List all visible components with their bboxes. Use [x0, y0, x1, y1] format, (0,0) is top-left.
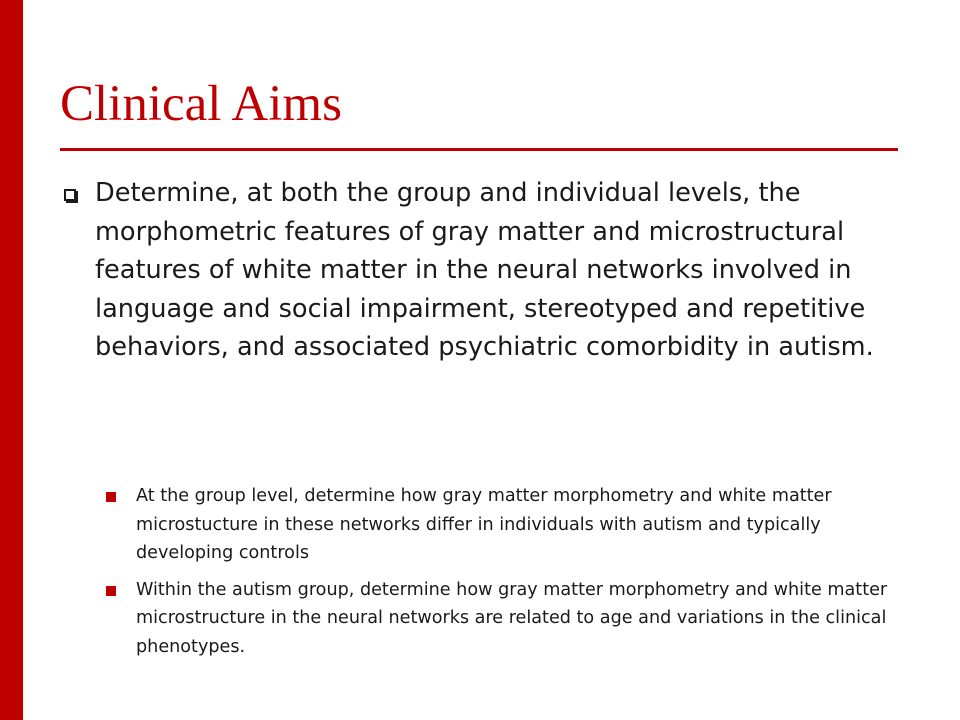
filled-red-square-bullet-icon	[106, 492, 116, 502]
sub-bullet-list	[103, 482, 893, 669]
main-bullet-item	[58, 174, 908, 367]
sub-bullet-text: At the group level, determine how gray matter morphometry and white matter microstucture in these networks differ in individuals with autism and typically developing controls	[136, 486, 832, 563]
sub-bullet-item	[103, 482, 893, 568]
title-underline	[60, 148, 898, 151]
left-accent-bar	[0, 0, 23, 720]
main-bullet-text: Determine, at both the group and individual levels, the morphometric features of gray matter and microstructural features of white matter in the neural networks involved in language and social impairment, stereotyped and repetitive behaviors, and associated psychiatric comorbidity in autism.	[95, 178, 874, 362]
sub-bullet-item	[103, 576, 893, 662]
slide-title: Clinical Aims	[60, 76, 342, 132]
sub-bullet-text: Within the autism group, determine how gray matter morphometry and white matter microstructure in the neural networks are related to age and variations in the clinical phenotypes.	[136, 579, 888, 657]
main-bullet-list	[58, 174, 908, 367]
filled-red-square-bullet-icon	[106, 586, 116, 596]
hollow-square-bullet-icon	[64, 189, 76, 201]
